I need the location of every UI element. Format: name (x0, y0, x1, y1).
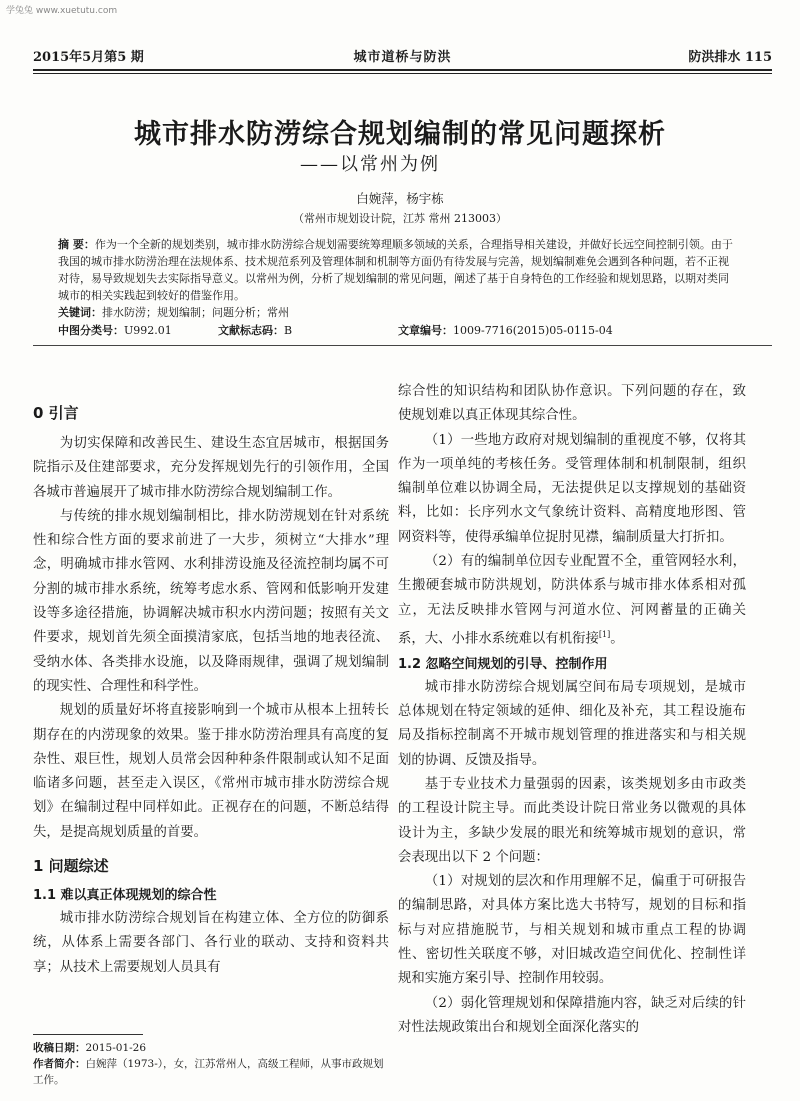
article-subtitle: ——以常州为例 (300, 154, 440, 175)
journal-name: 城市道桥与防洪 (353, 50, 452, 65)
article-number (398, 322, 613, 338)
paragraph: （2）弱化管理规划和保障措施内容，缺乏对后续的针对性法规政策出台和规划全面深化落实的 (398, 995, 746, 1035)
author-bio (33, 1056, 389, 1088)
section-page: 防洪排水 115 (688, 50, 772, 65)
article-title: 城市排水防涝综合规划编制的常见问题探析 (134, 119, 666, 150)
clc-label: 中图分类号： (58, 324, 124, 337)
received-date (33, 1040, 389, 1056)
abstract-text: 作为一个全新的规划类别，城市排水防涝综合规划需要统筹理顺多领域的关系，合理指导相关建设，并做好长远空间控制引领。由于我国的城市排水防涝治理在法规体系、技术规范系列及管理体制和机制等方面仍有待发展与完善，规划编制难免会遇到各种问题，若不正视对待，易导致规划失去实际指导意义。以常州为例，分析了规划编制的常见问题，阐述了基于自身特色的工作经验和规划思路，以期对类同城市的相关实践起到较好的借鉴作用。 (58, 238, 733, 302)
keywords (58, 304, 738, 321)
clc-value: U992.01 (124, 324, 172, 337)
subsection-heading-1-1: 1.1 难以真正体现规划的综合性 (33, 888, 217, 904)
received-label: 收稿日期： (33, 1042, 86, 1054)
paragraph: 城市排水防涝综合规划属空间布局专项规划，是城市总体规划在特定领域的延伸、细化及补充，其工程设施布局及指标控制离不开城市规划管理的推进落实和与相关规划的协调、反馈及指导。 (398, 679, 746, 768)
header-rule (33, 69, 772, 71)
section-heading-1: 1 问题综述 (33, 857, 109, 876)
issue-info: 2015年5月第5 期 (33, 50, 144, 65)
paragraph: 基于专业技术力量强弱的因素，该类规划多由市政类的工程设计院主导。而此类设计院日常业务以微观的具体设计为主，多缺少发展的眼光和统筹城市规划的意识，常会表现出以下 2 个问题： (398, 776, 746, 865)
authors: 白婉萍，杨宇栋 (356, 191, 444, 206)
watermark: 学兔兔 www.xuetutu.com (6, 6, 118, 16)
paragraph: 与传统的排水规划编制相比，排水防涝规划在针对系统性和综合性方面的要求前进了一大步，须树立“大排水”理念，明确城市排水管网、水利排涝设施及径流控制均属不可分割的城市排水系统，统筹考虑水系、管网和低影响开发建设等多途径措施，协调解决城市积水内涝问题；按照有关文件要求，规划首先须全面摸清家底，包括当地的地表径流、受纳水体、各类排水设施，以及降雨规律，强调了规划编制的现实性、合理性和科学性。 (33, 508, 389, 694)
footnote-rule (33, 1034, 143, 1035)
art-value: 1009-7716(2015)05-0115-04 (453, 324, 613, 337)
abstract (58, 236, 738, 304)
paragraph: 综合性的知识结构和团队协作意识。下列问题的存在，致使规划难以真正体现其综合性。 (398, 384, 746, 424)
header-rule-thin (33, 73, 772, 74)
footnote (33, 1040, 389, 1088)
paragraph: 为切实保障和改善民生、建设生态宜居城市，根据国务院指示及住建部要求，充分发挥规划先行的引领作用，全国各城市普遍展开了城市排水防涝综合规划编制工作。 (33, 436, 389, 500)
bio-label: 作者简介： (33, 1058, 86, 1070)
doc-code (218, 322, 292, 338)
clc-number (58, 322, 172, 338)
right-column (398, 380, 746, 1040)
received-value: 2015-01-26 (85, 1042, 147, 1054)
paragraph (398, 550, 746, 652)
keywords-text: 排水防涝；规划编制；问题分析；常州 (102, 306, 289, 319)
abstract-rule (33, 345, 772, 346)
paragraph: 城市排水防涝综合规划旨在构建立体、全方位的防御系统，从体系上需要各部门、各行业的联动、支持和资料共享；从技术上需要规划人员具有 (33, 911, 389, 975)
bio-text: 白婉萍（1973-），女，江苏常州人，高级工程师，从事市政规划工作。 (33, 1058, 384, 1086)
abstract-label: 摘 要： (58, 238, 95, 251)
running-header (33, 46, 772, 68)
paragraph: （1）一些地方政府对规划编制的重视度不够，仅将其作为一项单纯的考核任务。受管理体制和机制限制，组织编制单位难以协调全局，无法提供足以支撑规划的基础资料，比如：长序列水文气象统计资料、高精度地形图、管网资料等，使得承编单位捉肘见襟，编制质量大打折扣。 (398, 432, 746, 545)
keywords-label: 关键词： (58, 306, 102, 319)
affiliation: （常州市规划设计院，江苏 常州 213003） (293, 212, 507, 225)
paragraph-end: 。 (610, 631, 624, 647)
art-label: 文章编号： (398, 324, 453, 337)
left-column (33, 392, 389, 980)
doc-value: B (284, 324, 293, 337)
paragraph: 规划的质量好坏将直接影响到一个城市从根本上扭转长期存在的内涝现象的效果。鉴于排水防涝治理具有高度的复杂性、艰巨性，规划人员常会因种种条件限制或认知不足面临诸多问题，甚至走入误区，《常州市城市排水防涝综合规划》在编制过程中同样如此。正视存在的问题，不断总结得失，是提高规划质量的首要。 (33, 703, 389, 840)
paragraph: （1）对规划的层次和作用理解不足，偏重于可研报告的编制思路，对具体方案比选大书特写，规划的目标和指标与对应措施脱节，与相关规划和城市重点工程的协调性、密切性关联度不够，对旧城改造空间优化、控制性详规和实施方案引导、控制作用较弱。 (398, 874, 746, 987)
citation-ref: [1] (598, 629, 611, 639)
doc-label: 文献标志码： (218, 324, 284, 337)
section-heading-0: 0 引言 (33, 404, 79, 422)
subsection-heading-1-2: 1.2 忽略空间规划的引导、控制作用 (398, 656, 608, 672)
paragraph-text: （2）有的编制单位因专业配置不全，重管网轻水利，生搬硬套城市防洪规划，防洪体系与城市排水体系相对孤立，无法反映排水管网与河道水位、河网蓄量的正确关系，大、小排水系统难以有机衔接 (398, 554, 746, 647)
abstract-block (58, 236, 738, 321)
